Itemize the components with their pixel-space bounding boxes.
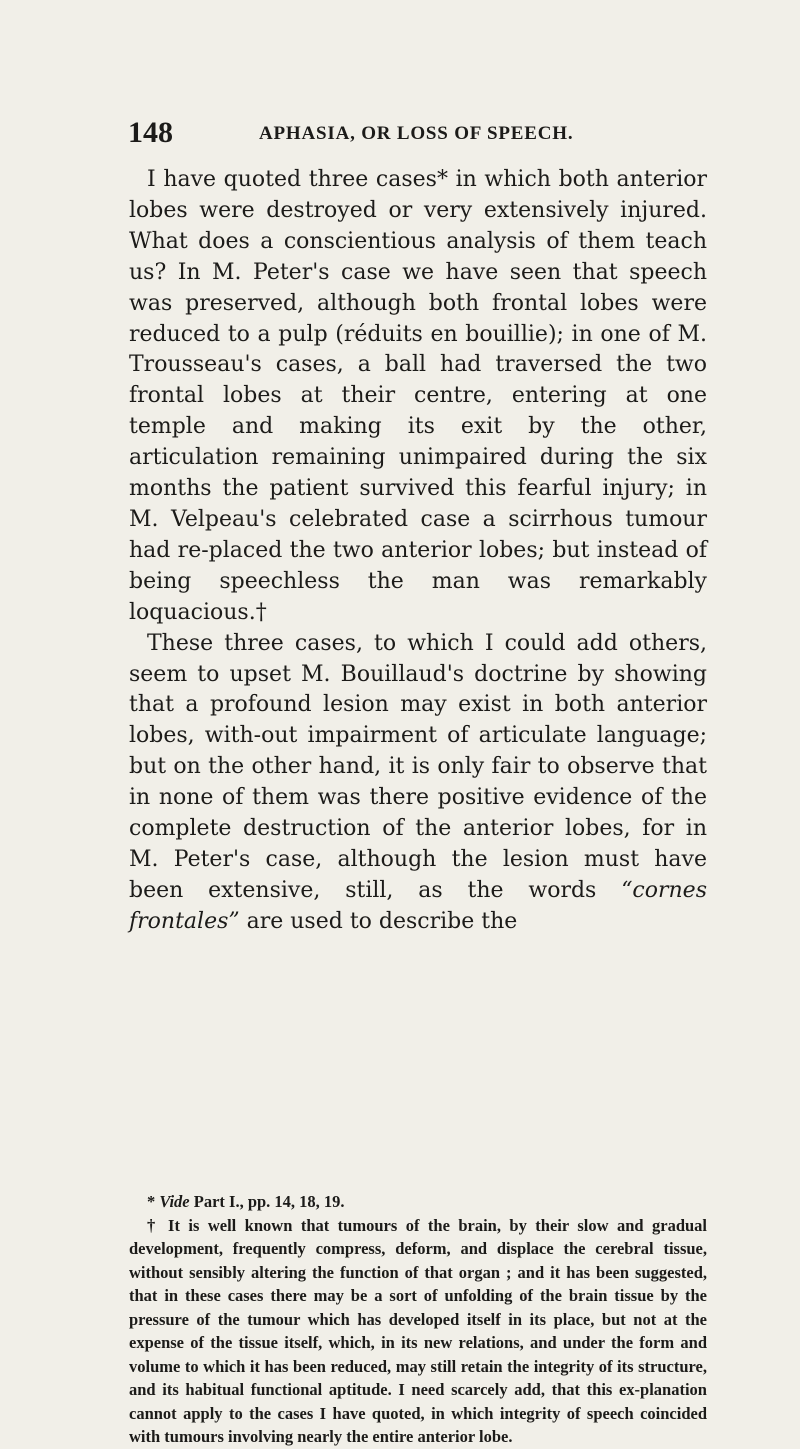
main-text xyxy=(129,165,707,938)
footnote-2-marker: † xyxy=(147,1215,160,1235)
paragraph-2-text-end: are used to describe the xyxy=(239,908,518,934)
footnote-1-marker: * xyxy=(147,1192,156,1211)
footnote-2 xyxy=(129,1214,707,1449)
running-head xyxy=(128,117,704,149)
footnotes xyxy=(129,1190,707,1449)
body-paragraph-1: I have quoted three cases* in which both anterior lobes were destroyed or very extensively injured. What does a conscientious analysis of them teach us? In M. Peter's case we have seen that speech was preserved, although both frontal lobes were reduced to a pulp (réduits en bouillie); in one of M. Trousseau's cases, a ball had traversed the two frontal lobes at their centre, entering at one temple and making its exit by the other, articulation remaining unimpaired during the six months the patient survived this fearful injury; in M. Velpeau's celebrated case a scirrhous tumour had re-placed the two anterior lobes; but instead of being speechless the man was remarkably loquacious.† xyxy=(129,167,707,625)
running-title: APHASIA, OR LOSS OF SPEECH. xyxy=(259,123,574,144)
footnote-1-italic: Vide xyxy=(159,1192,190,1211)
italic-phrase: “cornes frontales” xyxy=(129,877,707,934)
paragraph-2-text-start: These three cases, to which I could add others, seem to upset M. Bouillaud's doctrine by showing that a profound lesion may exist in both anterior lobes, with-out impairment of articulate language; but on the other hand, it is only fair to observe that in none of them was there positive evidence of the complete destruction of the anterior lobes, for in M. Peter's case, although the lesion must have been extensive, still, as the words xyxy=(129,630,707,903)
footnote-1-text: Part I., pp. 14, 18, 19. xyxy=(189,1192,345,1211)
page-number: 148 xyxy=(128,116,173,149)
footnote-1 xyxy=(129,1190,707,1214)
body-paragraph-2 xyxy=(129,629,707,938)
footnote-2-text: It is well known that tumours of the brain, by their slow and gradual development, frequently compress, deform, and displace the cerebral tissue, without sensibly altering the function of that organ ; and it has been suggested, that in these cases there may be a sort of unfolding of the brain tissue by the pressure of the tumour which has developed itself in its place, but not at the expense of the tissue itself, which, in its new relations, and under the form and volume to which it has been reduced, may still retain the integrity of its structure, and its habitual functional aptitude. I need scarcely add, that this ex-planation cannot apply to the cases I have quoted, in which integrity of speech coincided with tumours involving nearly the entire anterior lobe. xyxy=(129,1215,708,1446)
